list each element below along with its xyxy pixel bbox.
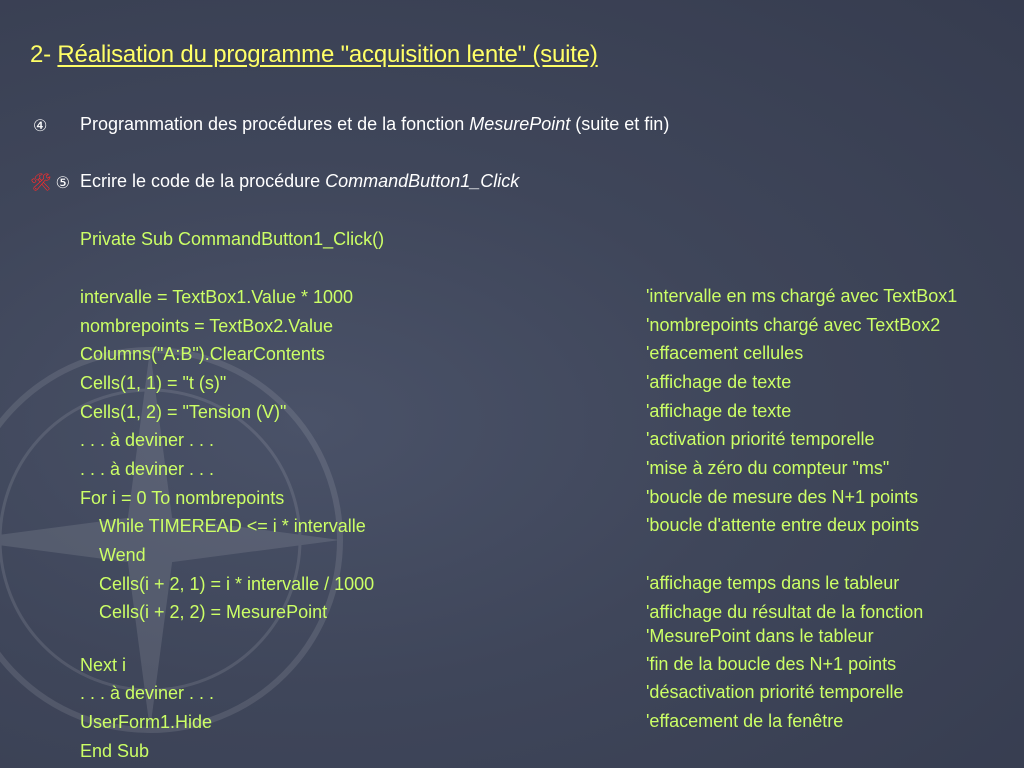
code-comment-13: 'fin de la boucle des N+1 points [646, 654, 897, 674]
code-comment-9: 'boucle d'attente entre deux points [646, 515, 920, 535]
step5-bullet: ⑤ [55, 175, 70, 192]
code-comment-7: 'mise à zéro du compteur "ms" [646, 458, 890, 478]
title-underlined: Réalisation du programme "acquisition lente" (suite) [57, 41, 598, 68]
code-comment-5: 'affichage de texte [646, 401, 792, 421]
code-line-16: End Sub [80, 741, 150, 761]
code-line-4: Cells(1, 1) = "t (s)" [80, 373, 227, 393]
code-line-2: nombrepoints = TextBox2.Value [80, 316, 333, 336]
code-comment-1: 'intervalle en ms chargé avec TextBox1 [646, 286, 958, 306]
code-comment-6: 'activation priorité temporelle [646, 429, 875, 449]
code-comment-3: 'effacement cellules [646, 343, 804, 363]
code-line-3: Columns("A:B").ClearContents [80, 344, 325, 364]
code-comment-14: 'désactivation priorité temporelle [646, 682, 904, 702]
step5-text [80, 171, 519, 192]
step4-suffix: (suite et fin) [570, 114, 670, 134]
code-line-11: Cells(i + 2, 1) = i * intervalle / 1000 [99, 574, 375, 594]
step5-text-main: Ecrire le code de la procédure [80, 171, 326, 191]
step4-text [80, 114, 669, 135]
code-line-10: Wend [99, 545, 146, 565]
code-line-6: . . . à deviner . . . [80, 430, 215, 450]
code-line-13: Next i [80, 655, 127, 675]
code-line-9: While TIMEREAD <= i * intervalle [99, 516, 366, 536]
code-comment-4: 'affichage de texte [646, 372, 792, 392]
code-line-14: . . . à deviner . . . [80, 683, 215, 703]
code-comment-2: 'nombrepoints chargé avec TextBox2 [646, 315, 941, 335]
step5-italic: CommandButton1_Click [325, 171, 520, 191]
code-line-7: . . . à deviner . . . [80, 459, 215, 479]
code-comment-12 [646, 600, 923, 648]
step4-italic: MesurePoint [469, 114, 571, 134]
code-line-12: Cells(i + 2, 2) = MesurePoint [99, 602, 328, 622]
code-comment-12a: 'affichage du résultat de la fonction [646, 602, 924, 622]
step4-bullet: ④ [33, 118, 48, 135]
slide-title [30, 41, 598, 69]
code-comment-12b: 'MesurePoint dans le tableur [646, 626, 874, 646]
tools-icon: 🛠 [30, 173, 52, 192]
step5-marker [30, 173, 70, 193]
code-line-5: Cells(1, 2) = "Tension (V)" [80, 402, 287, 422]
code-header: Private Sub CommandButton1_Click() [80, 229, 385, 249]
code-comment-11: 'affichage temps dans le tableur [646, 573, 900, 593]
code-line-8: For i = 0 To nombrepoints [80, 488, 285, 508]
step4-text-main: Programmation des procédures et de la fonction [80, 114, 470, 134]
code-line-1: intervalle = TextBox1.Value * 1000 [80, 287, 354, 307]
code-line-15: UserForm1.Hide [80, 712, 213, 732]
code-comment-8: 'boucle de mesure des N+1 points [646, 487, 919, 507]
title-prefix: 2- [30, 41, 58, 68]
code-comment-15: 'effacement de la fenêtre [646, 711, 844, 731]
